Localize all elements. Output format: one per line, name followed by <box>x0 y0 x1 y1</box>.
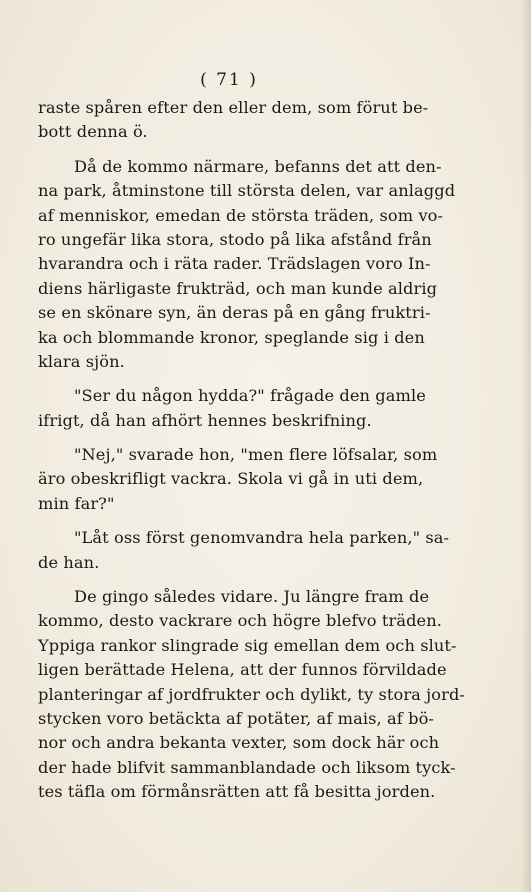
text-line: stycken voro betäckta af potäter, af mais, af bö- <box>38 708 434 728</box>
text-line: min far?" <box>38 493 115 513</box>
text-line: "Ser du någon hydda?" frågade den gamle <box>74 386 426 406</box>
text-line: Yppiga rankor slingrade sig emellan dem och slut- <box>38 635 457 655</box>
text-line: hvarandra och i räta rader. Trädslagen voro In- <box>38 254 431 274</box>
text-line: nor och andra bekanta vexter, som dock här och <box>38 733 440 753</box>
text-line: bott denna ö. <box>38 122 148 142</box>
text-line: ifrigt, då han afhört hennes beskrifning. <box>38 410 372 430</box>
text-line: af menniskor, emedan de största träden, som vo- <box>38 205 444 225</box>
paragraph-1 <box>38 96 429 145</box>
text-line: planteringar af jordfrukter och dylikt, ty stora jord- <box>38 684 465 704</box>
text-line: Då de kommo närmare, befanns det att den- <box>74 156 442 176</box>
text-line: se en skönare syn, än deras på en gång fruktri- <box>38 303 431 323</box>
text-line: kommo, desto vackrare och högre blefvo träden. <box>38 611 442 631</box>
text-line: de han. <box>38 552 100 572</box>
text-line: "Låt oss först genomvandra hela parken," sa- <box>74 528 450 548</box>
text-line: der hade blifvit sammanblandade och liksom tyck- <box>38 757 456 777</box>
text-line: ligen berättade Helena, att der funnos förvildade <box>38 660 447 680</box>
text-line: tes täfla om förmånsrätten att få besitta jorden. <box>38 782 436 802</box>
text-line: De gingo således vidare. Ju längre fram de <box>74 587 430 607</box>
page-edge-shadow <box>521 0 531 892</box>
paragraph-6 <box>38 585 465 805</box>
text-line: ro ungefär lika stora, stodo på lika afstånd från <box>38 229 432 249</box>
paragraph-3 <box>38 384 426 433</box>
text-line: klara sjön. <box>38 351 125 371</box>
text-line: ka och blommande kronor, speglande sig i den <box>38 327 425 347</box>
paragraph-5 <box>38 526 450 575</box>
text-line: "Nej," svarade hon, "men flere löfsalar, som <box>74 445 438 465</box>
page-number-header: ( 71 ) <box>200 70 258 90</box>
paragraph-4 <box>38 443 438 516</box>
page-text-block <box>38 64 465 805</box>
text-line: na park, åtminstone till största delen, var anlaggd <box>38 181 456 201</box>
text-line: äro obeskrifligt vackra. Skola vi gå in uti dem, <box>38 469 424 489</box>
text-line: raste spåren efter den eller dem, som förut be- <box>38 98 429 117</box>
paragraph-2 <box>38 155 456 375</box>
text-line: diens härligaste frukträd, och man kunde aldrig <box>38 278 438 298</box>
